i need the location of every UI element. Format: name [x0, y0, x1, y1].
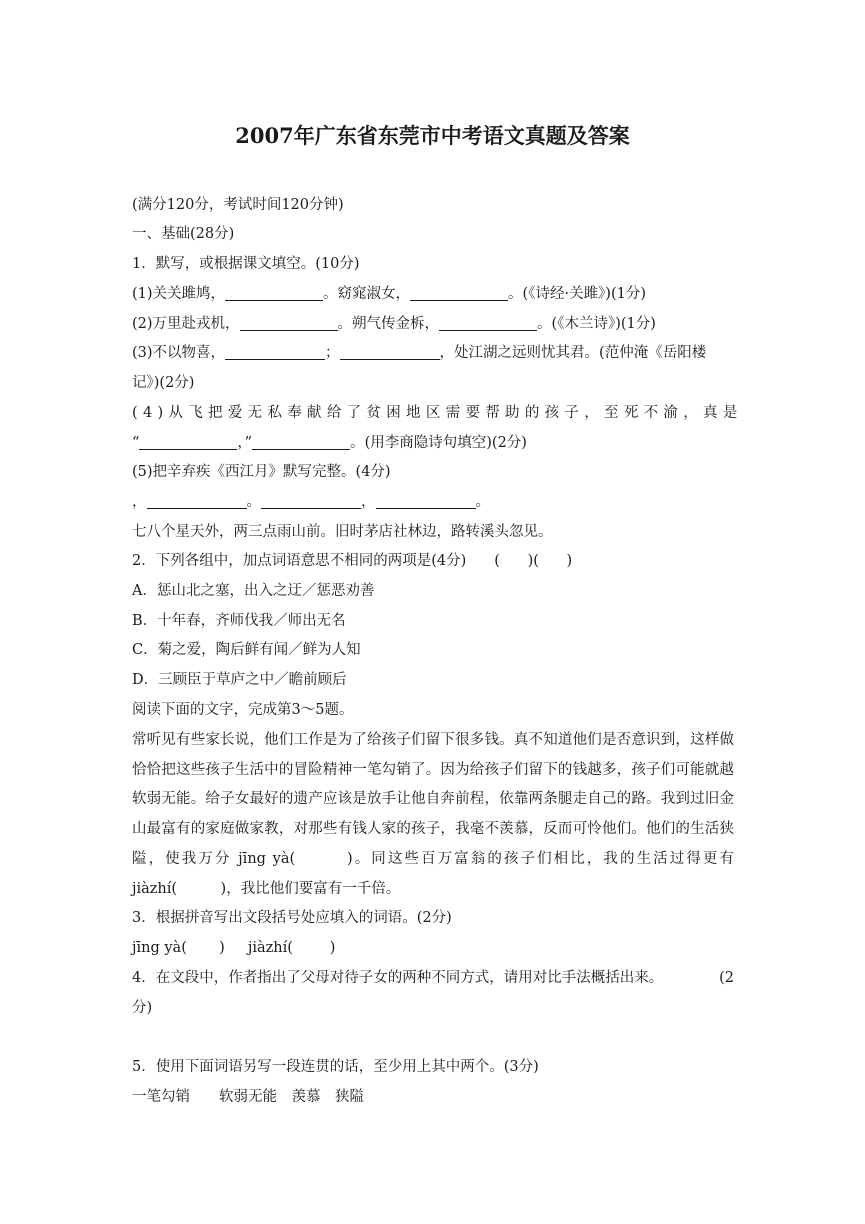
answer-blank[interactable] — [261, 492, 361, 509]
question-2-stem — [132, 550, 734, 572]
item-text: ，处江湖之远则忧其君。(范仲淹《岳阳楼 — [439, 345, 707, 361]
item-text: 。 — [246, 494, 261, 510]
question-1-item-1 — [132, 283, 734, 305]
item-text: ， — [132, 494, 147, 510]
answer-blank[interactable] — [340, 343, 440, 360]
answer-blank[interactable] — [240, 314, 338, 331]
item-text: (3)不以物喜， — [132, 345, 226, 361]
question-1-item-4-cont — [132, 432, 734, 454]
question-1-item-3-cont: 记》)(2分) — [132, 375, 195, 391]
answer-blank[interactable] — [376, 492, 476, 509]
item-text: ，” — [237, 435, 253, 451]
item-text: 2．下列各组中，加点词语意思不相同的两项是(4分) — [132, 553, 467, 569]
answer-blank[interactable] — [410, 284, 508, 301]
answer-blank[interactable] — [439, 314, 537, 331]
answer-blank[interactable] — [252, 433, 350, 450]
item-text: (1)关关雎鸠， — [132, 286, 226, 302]
answer-blank[interactable] — [225, 284, 323, 301]
question-4-stem — [132, 967, 734, 989]
item-text: 。(《木兰诗》)(1分) — [537, 316, 656, 332]
answer-blank[interactable] — [225, 343, 325, 360]
item-text: 4．在文段中，作者指出了父母对待子女的两种不同方式，请用对比手法概括出来。 — [132, 970, 664, 986]
reading-passage: 常听见有些家长说，他们工作是为了给孩子们留下很多钱。真不知道他们是否意识到，这样做恰恰把这些孩子生活中的冒险精神一笔勾销了。因为给孩子们留下的钱越多，孩子们可能就越软弱无能。给子女最好的遗产应该是放手让他自奔前程，依靠两条腿走自己的路。我到过旧金山最富有的家庭做家教，对那些有钱人家的孩子，我毫不羡慕，反而可怜他们。他们的生活狭隘，使我万分 jīng yà( )。同这些百万富翁的孩子们相比，我的生活过得更有 jiàzhí( )，我比他们要富有一千倍。 — [132, 732, 734, 897]
question-2-option-d: D．三顾臣于草庐之中／瞻前顾后 — [132, 672, 347, 688]
question-3-stem: 3．根据拼音写出文段括号处应填入的词语。(2分) — [132, 910, 452, 926]
question-3-pinyin: jīng yà( ) jiàzhí( ) — [132, 940, 336, 956]
question-1-item-3 — [132, 342, 734, 364]
question-1-item-5: (5)把辛弃疾《西江月》默写完整。(4分) — [132, 464, 391, 480]
answer-brackets[interactable]: ( )( ) — [494, 553, 573, 569]
answer-blank[interactable] — [147, 492, 247, 509]
question-1-stem: 1．默写，或根据课文填空。(10分) — [132, 256, 360, 272]
document-title: 2007年广东省东莞市中考语文真题及答案 — [235, 123, 630, 148]
answer-blank[interactable] — [139, 433, 237, 450]
item-text: 。(用李商隐诗句填空)(2分) — [350, 435, 527, 451]
item-text: ， — [361, 494, 376, 510]
exam-info: (满分120分，考试时间120分钟) — [132, 197, 344, 213]
item-text: ； — [325, 345, 340, 361]
question-2-option-c: C．菊之爱，陶后鲜有闻／鲜为人知 — [132, 642, 361, 658]
question-5-words: 一笔勾销 软弱无能 羡慕 狭隘 — [132, 1089, 364, 1105]
question-1-item-2 — [132, 313, 734, 335]
item-text: 。 — [475, 494, 490, 510]
item-text: 。朔气传金柝， — [337, 316, 440, 332]
reading-instruction: 阅读下面的文字，完成第3～5题。 — [132, 702, 354, 718]
item-text: 。(《诗经·关雎》)(1分) — [508, 286, 647, 302]
item-text: 。窈窕淑女， — [323, 286, 411, 302]
question-1-item-4: (4)从飞把爱无私奉献给了贫困地区需要帮助的孩子，至死不渝，真是 — [132, 405, 743, 421]
question-5-stem: 5．使用下面词语另写一段连贯的话，至少用上其中两个。(3分) — [132, 1059, 539, 1075]
question-4-score: 分) — [132, 1000, 153, 1016]
question-2-option-b: B．十年春，齐师伐我／师出无名 — [132, 613, 346, 629]
question-1-item-5-poem: 七八个星天外，两三点雨山前。旧时茅店社林边，路转溪头忽见。 — [132, 524, 553, 540]
item-text: (2)万里赴戎机， — [132, 316, 240, 332]
item-text: (2 — [719, 970, 734, 986]
section-heading: 一、基础(28分) — [132, 226, 235, 242]
question-1-item-5-blanks — [132, 491, 734, 513]
question-2-option-a: A．惩山北之塞，出入之迂／惩恶劝善 — [132, 583, 375, 599]
item-text: “ — [132, 435, 140, 451]
